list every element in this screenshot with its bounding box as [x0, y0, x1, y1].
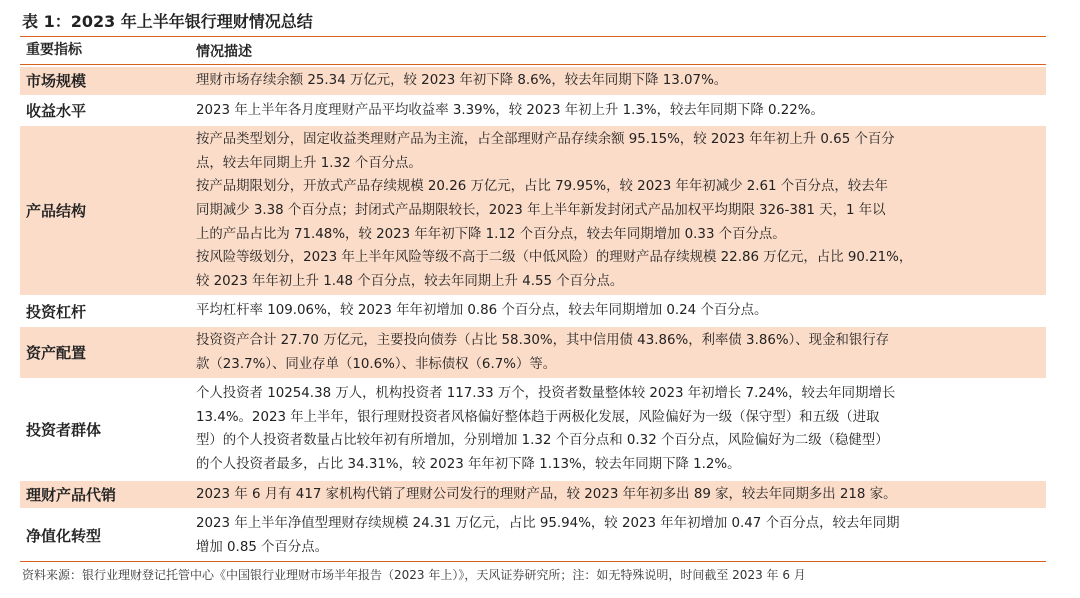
- source-note: 资料来源：银行业理财登记托管中心《中国银行业理财市场半年报告（2023 年上）》，天风证券研究所；注：如无特殊说明，时间截至 2023 年 6 月: [22, 568, 806, 582]
- table-row: [20, 95, 1046, 125]
- row-description: 理财市场存续余额 25.34 万亿元，较 2023 年初下降 8.6%，较去年同期下降 13.07%。: [196, 73, 728, 88]
- row-indicator: 净值化转型: [26, 527, 102, 546]
- row-indicator: 产品结构: [26, 202, 87, 221]
- row-indicator: 投资者群体: [26, 420, 102, 439]
- row-description: 个人投资者 10254.38 万人，机构投资者 117.33 万个，投资者数量整体较 2023 年初增长 7.24%，较去年同期增长 13.4%。2023 年上半年，银行理财投资者风格偏好整体趋于两极化发展，风险偏好为一级（保守型）和五级（进取 型）的个人投资者数量占比较年初有所增加，分别增加 1.32 个百分点和 0.32 个百分点，风险偏好为二级（稳健型） 的个人投资者最多，占比 34.31%，较 2023 年年初下降 1.13%，较去年同期下降 1.2%。: [196, 386, 896, 472]
- table-row: [20, 378, 1046, 478]
- table-title: 表 1：2023 年上半年银行理财情况总结: [22, 12, 313, 31]
- table-row: [20, 325, 1046, 378]
- table-header: [20, 37, 1046, 65]
- header-indicator: 重要指标: [26, 42, 82, 58]
- row-indicator: 收益水平: [26, 101, 87, 120]
- row-indicator: 资产配置: [26, 344, 87, 363]
- summary-table: [20, 36, 1046, 562]
- header-description: 情况描述: [196, 44, 252, 60]
- row-description: 2023 年 6 月有 417 家机构代销了理财公司发行的理财产品，较 2023 年年初多出 89 家，较去年同期多出 218 家。: [196, 486, 897, 502]
- row-indicator: 投资杠杆: [26, 302, 87, 321]
- table-row: [20, 479, 1046, 509]
- table-row: [20, 124, 1046, 295]
- row-description: 2023 年上半年各月度理财产品平均收益率 3.39%，较 2023 年初上升 1.3%，较去年同期下降 0.22%。: [196, 102, 824, 118]
- table-row: [20, 65, 1046, 95]
- row-description: 平均杠杆率 109.06%，较 2023 年年初增加 0.86 个百分点，较去年同期增加 0.24 个百分点。: [196, 303, 768, 319]
- row-description: 按产品类型划分，固定收益类理财产品为主流，占全部理财产品存续余额 95.15%，较 2023 年年初上升 0.65 个百分 点，较去年同期上升 1.32 个百分点。 按产品期限划分，开放式产品存续规模 20.26 万亿元，占比 79.95%，较 2023 年年初减少 2.61 个百分点，较去年 同期减少 3.38 个百分点；封闭式产品期限较长，2023 年上半年新发封闭式产品加权平均期限 326-381 天，1 年以 上的产品占比为 71.48%，较 2023 年年初下降 1.12 个百分点，较去年同期增加 0.33 个百分点。 按风险等级划分，2023 年上半年风险等级不高于二级（中低风险）的理财产品存续规模 22.86 万亿元，占比 90.21%， 较 2023 年年初上升 1.48 个百分点，较去年同期上升 4.55 个百分点。: [196, 132, 913, 289]
- row-indicator: 市场规模: [26, 72, 87, 91]
- row-indicator: 理财产品代销: [26, 485, 117, 504]
- row-description: 2023 年上半年净值型理财存续规模 24.31 万亿元，占比 95.94%，较 2023 年年初增加 0.47 个百分点，较去年同期 增加 0.85 个百分点。: [196, 516, 900, 555]
- row-description: 投资资产合计 27.70 万亿元，主要投向债券（占比 58.30%，其中信用债 43.86%，利率债 3.86%）、现金和银行存 款（23.7%）、同业存单（10.6%）、非标债权（6.7%）等。: [196, 332, 890, 372]
- table-row: [20, 508, 1046, 561]
- table-row: [20, 295, 1046, 325]
